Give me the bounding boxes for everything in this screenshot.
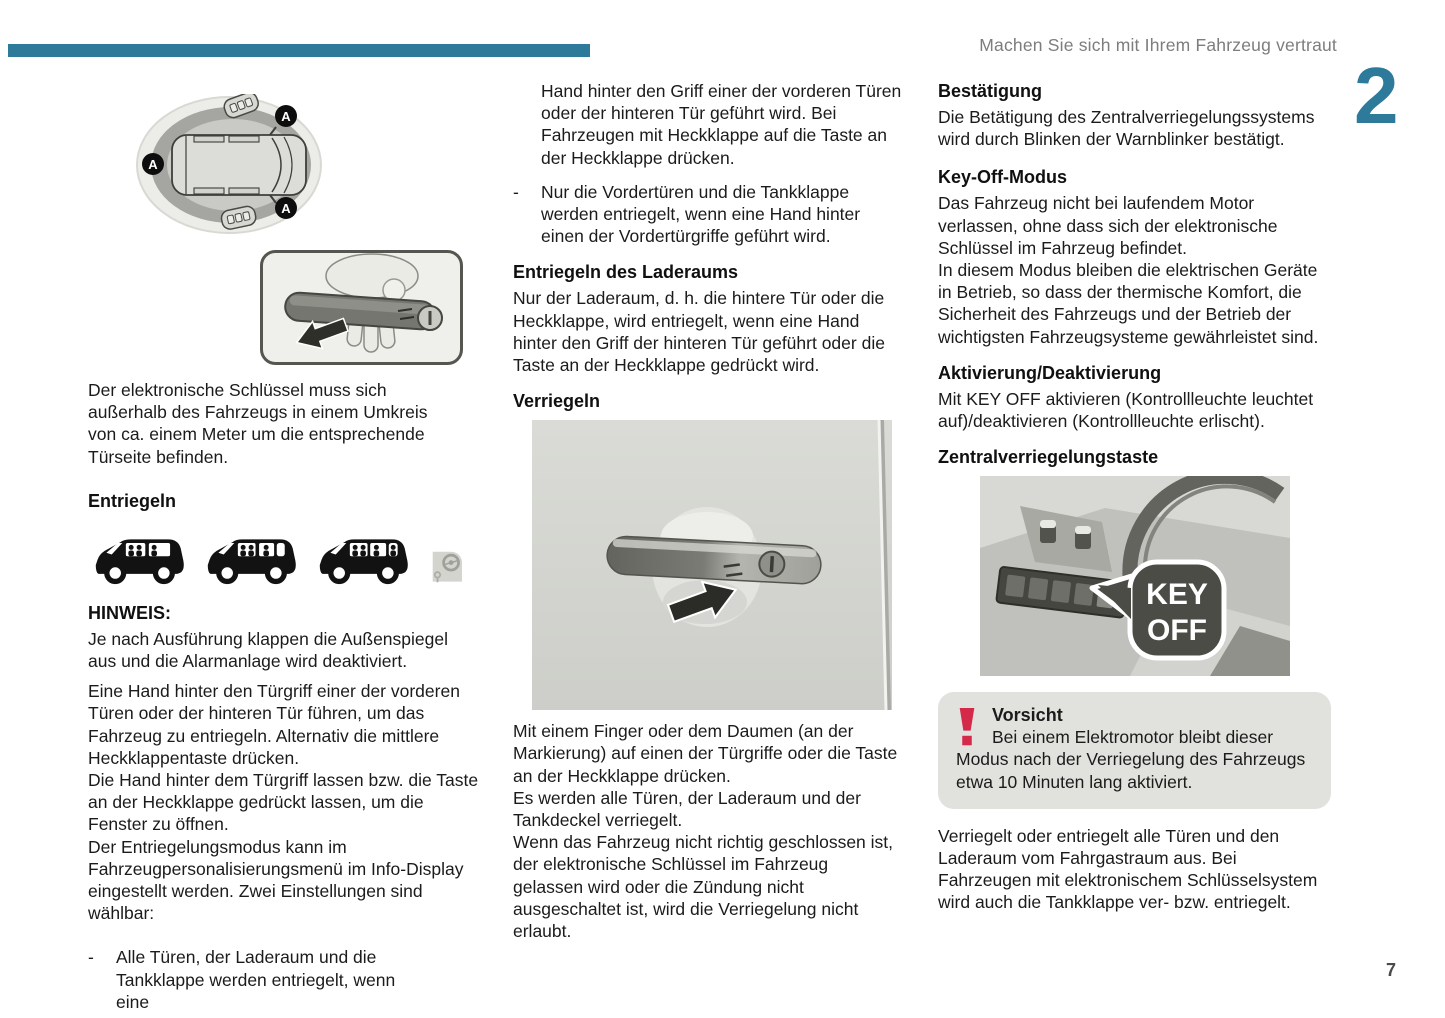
- heading-entriegeln: Entriegeln: [88, 490, 177, 511]
- van-icon: [94, 530, 186, 586]
- list-item: [88, 946, 481, 1013]
- heading-zentralverriegelungstaste: Zentralverriegelungstaste: [938, 447, 1159, 468]
- body-paragraph: Das Fahrzeug nicht bei laufendem Motor verlassen, ohne dass sich der elektronische Schlüssel im Fahrzeug befindet.: [938, 193, 1278, 258]
- svg-text:A: A: [148, 157, 158, 172]
- body-paragraph: Nur der Laderaum, d. h. die hintere Tür oder die Heckklappe, wird entriegelt, wenn eine Hand hinter den Griff der hinteren Tür geführt oder die Taste an der Heckklappe gedrückt wird.: [513, 288, 885, 376]
- body-paragraph: Es werden alle Türen, der Laderaum und der Tankdeckel verriegelt.: [513, 787, 861, 831]
- svg-text:A: A: [281, 109, 291, 124]
- zone-badge-a: [275, 197, 297, 219]
- warning-icon: [956, 708, 978, 746]
- list-item: [513, 181, 906, 248]
- heading-bestaetigung: Bestätigung: [938, 81, 1043, 101]
- list-item-text: Nur die Vordertüren und die Tankklappe werden entriegelt, wenn eine Hand hinter einen der Vordertürgriffe geführt wird.: [541, 181, 861, 247]
- van-top-view: [172, 127, 306, 203]
- hinweis-paragraph: Je nach Ausführung klappen die Außenspiegel aus und die Alarmanlage wird deaktiviert.: [88, 628, 448, 672]
- middle-column: [513, 80, 906, 942]
- heading-hinweis: HINWEIS:: [88, 602, 171, 623]
- continuation-paragraph: Hand hinter den Griff einer der vorderen Türen oder der hinteren Tür geführt wird. Bei Fahrzeugen mit Heckklappe auf die Taste an der Heckklappe drücken.: [541, 81, 902, 168]
- page-header: Machen Sie sich mit Ihrem Fahrzeug vertraut: [979, 35, 1337, 55]
- detection-zone-figure: [134, 94, 324, 236]
- body-paragraph: Mit einem Finger oder dem Daumen (an der Markierung) auf einen der Türgriffe oder die Taste an der Heckklappe drücken.: [513, 721, 898, 786]
- body-paragraph: Wenn das Fahrzeug nicht richtig geschlossen ist, der elektronische Schlüssel im Fahrzeug gelassen wird oder die Zündung nicht ausgeschaltet ist, wird die Verriegelung nicht erlaubt.: [513, 832, 894, 942]
- header-rule: [8, 44, 590, 57]
- door-handle-lock-photo: [532, 420, 892, 710]
- body-paragraph: Der Entriegelungsmodus kann im Fahrzeugpersonalisierungsmenü im Info-Display eingestellt werden. Zwei Einstellungen sind wählbar:: [88, 836, 464, 924]
- body-paragraph: Die Hand hinter dem Türgriff lassen bzw. die Taste an der Heckklappe gedrückt lassen, um die Fenster zu öffnen.: [88, 770, 479, 835]
- key-off-label-line2: OFF: [1147, 614, 1207, 648]
- dashboard-keyoff-figure: [980, 476, 1290, 676]
- steering-wheel-icon: [430, 546, 464, 586]
- page-number: 7: [1386, 960, 1397, 980]
- body-paragraph: In diesem Modus bleiben die elektrischen Geräte in Betrieb, so dass der thermische Komfort, die Sicherheit des Fahrzeugs und der Betrieb der wichtigsten Fahrzeugsysteme gewährleistet sind.: [938, 260, 1319, 347]
- warning-title: Vorsicht: [992, 705, 1063, 726]
- heading-laderaum: Entriegeln des Laderaums: [513, 262, 739, 283]
- van-icon: [318, 530, 410, 586]
- body-paragraph: Eine Hand hinter den Türgriff einer der vorderen Türen oder der hinteren Tür führen, um das Fahrzeug zu entriegeln. Alternativ die mittlere Heckklappentaste drücken.: [88, 681, 460, 768]
- right-column: [938, 80, 1331, 914]
- body-paragraph: Die Betätigung des Zentralverriegelungssystems wird durch Blinken der Warnblinker bestätigt.: [938, 107, 1315, 150]
- van-variants-row: [94, 524, 481, 586]
- zone-badge-a: [275, 105, 297, 127]
- warning-box: [938, 692, 1331, 809]
- zone-badge-a: [142, 153, 164, 175]
- list-marker: -: [88, 947, 94, 968]
- van-icon: [206, 530, 298, 586]
- body-paragraph: Mit KEY OFF aktivieren (Kontrollleuchte leuchtet auf)/deaktivieren (Kontrollleuchte erlischt).: [938, 388, 1314, 432]
- warning-text: Bei einem Elektromotor bleibt dieser Modus nach der Verriegelung des Fahrzeugs etwa 10 Minuten lang aktiviert.: [956, 727, 1306, 792]
- list-item-text: Alle Türen, der Laderaum und die Tankklappe werden entriegelt, wenn eine: [116, 947, 396, 1012]
- door-handle-unlock-figure: [260, 250, 463, 365]
- list-marker: -: [513, 181, 519, 202]
- heading-aktivierung: Aktivierung/Deaktivierung: [938, 362, 1162, 383]
- left-column: [88, 80, 481, 1013]
- body-paragraph: Verriegelt oder entriegelt alle Türen und den Laderaum vom Fahrgastraum aus. Bei Fahrzeugen mit elektronischem Schlüsselsystem wird auch die Tankklappe ver- bzw. entriegelt.: [938, 825, 1318, 913]
- svg-text:A: A: [281, 201, 291, 216]
- intro-paragraph: Der elektronische Schlüssel muss sich außerhalb des Fahrzeugs in einem Umkreis von ca. einem Meter um die entsprechende Türseite befinden.: [88, 380, 428, 467]
- key-off-label-line1: KEY: [1146, 578, 1208, 612]
- lock-cylinder: [418, 306, 442, 330]
- heading-keyoff-modus: Key-Off-Modus: [938, 167, 1067, 188]
- heading-verriegeln: Verriegeln: [513, 391, 601, 412]
- chapter-number: 2: [1354, 51, 1399, 140]
